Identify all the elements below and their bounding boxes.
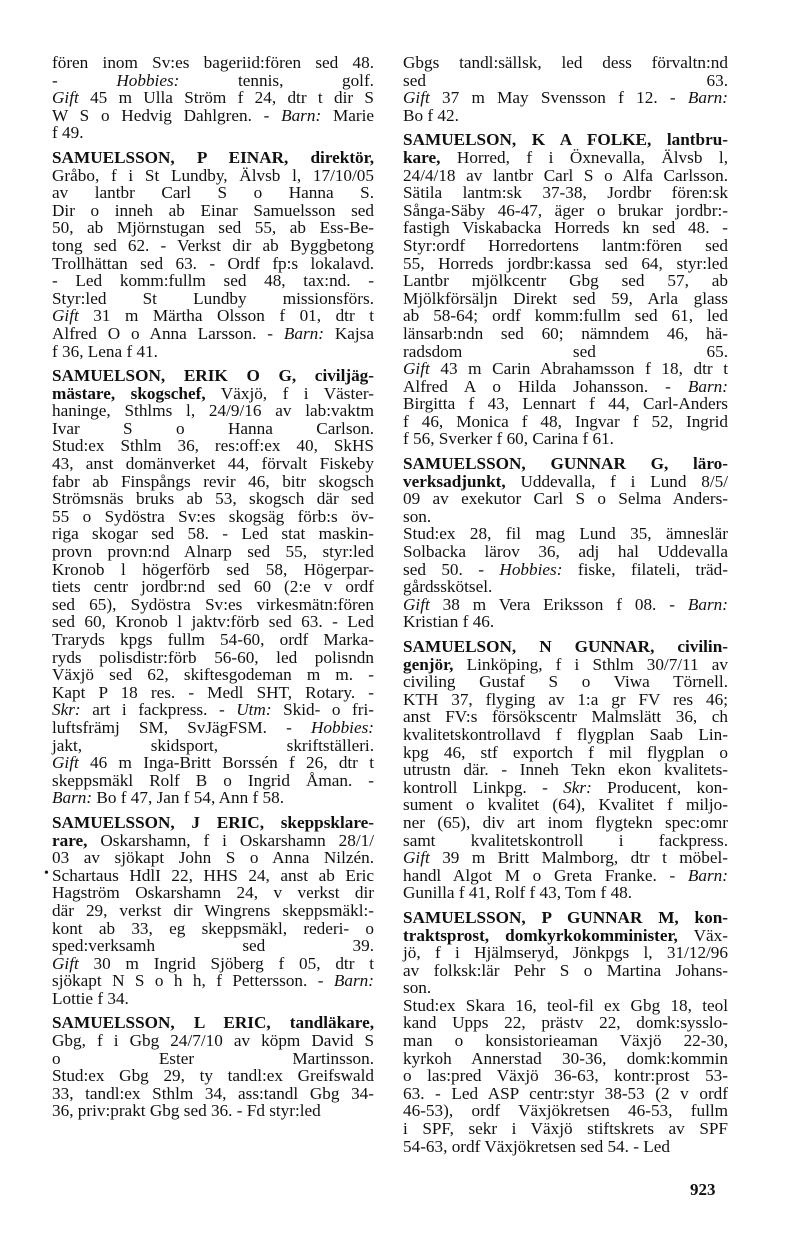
text-line: anst FV:s försökscentr Malmslätt 36, ch xyxy=(403,707,728,727)
text-line: Alfred O o Anna Larsson. - Barn: Kajsa xyxy=(52,323,374,343)
text-line: 46-53), ordf Växjökretsen 46-53, fullm xyxy=(403,1101,728,1121)
text-line: av lantbr Carl S o Hanna S. xyxy=(52,183,374,203)
text-line: o Ester Martinsson. xyxy=(52,1048,374,1068)
text-line: Växjö sed 62, skiftesgodeman m m. - xyxy=(52,665,374,685)
page-number: 923 xyxy=(690,1180,716,1199)
text-line: Styr:ordf Horredortens lantm:fören sed xyxy=(403,235,728,255)
text-line: Gift 43 m Carin Abrahamsson f 18, dtr t xyxy=(403,359,728,379)
text-line: Kronob l högerförb sed 58, Högerpar- xyxy=(52,559,374,579)
text-line: 03 av sjökapt John S o Anna Nilzén. xyxy=(52,848,374,868)
text-line: man o konsistorieaman Växjö 22-30, xyxy=(403,1031,728,1051)
text-line: SAMUELSSON, GUNNAR G, läro- xyxy=(403,454,728,474)
text-line: sped:verksamh sed 39. xyxy=(52,936,374,956)
text-line: handl Algot M o Greta Franke. - Barn: xyxy=(403,865,728,885)
text-line: ab 58-64; ordf komm:fullm sed 61, led xyxy=(403,306,728,326)
text-line: 55, Horreds jordbr:kassa sed 64, styr:led xyxy=(403,253,728,273)
biography-entry xyxy=(403,131,728,448)
text-line: 09 av exekutor Carl S o Selma Anders- xyxy=(403,489,728,509)
right-column xyxy=(403,54,728,1155)
text-line: kpg 46, stf exportch f mil flygplan o xyxy=(403,742,728,762)
text-line: Sätila lantm:sk 37-38, Jordbr fören:sk xyxy=(403,183,728,203)
text-line: länsarb:ndn sed 60; nämndem 46, hä- xyxy=(403,323,728,343)
text-line: SAMUELSSON, P EINAR, direktör, xyxy=(52,147,374,167)
text-line: Trollhättan sed 63. - Ordf fp:s lokalavd. xyxy=(52,253,374,273)
text-line: sed 50. - Hobbies: fiske, filateli, träd- xyxy=(403,559,729,579)
text-line: Dir o inneh ab Einar Samuelsson sed xyxy=(52,200,374,220)
text-line: tiets centr jordbr:nd sed 60 (2:e v ordf xyxy=(52,577,374,597)
text-line: sed 65), Sydöstra Sv:es virkesmätn:fören xyxy=(52,594,374,614)
text-line: kont ab 33, eg skeppsmäkl, rederi- o xyxy=(52,918,374,938)
text-line: SAMUELSSON, P GUNNAR M, kon- xyxy=(403,907,728,927)
text-line: där 29, verkst dir Wingrens skeppsmäkl:- xyxy=(52,900,374,920)
text-line: son. xyxy=(403,506,432,526)
text-line: Gift 46 m Inga-Britt Borssén f 26, dtr t xyxy=(52,753,374,773)
biography-entry xyxy=(52,54,374,142)
text-line: Stud:ex 28, fil mag Lund 35, ämneslär xyxy=(403,524,728,544)
text-line: SAMUELSON, N GUNNAR, civilin- xyxy=(403,637,728,656)
text-line: 33, tandl:ex Sthlm 34, ass:tandl Gbg 34- xyxy=(52,1083,374,1103)
text-line: Sånga-Säby 46-47, äger o brukar jordbr:- xyxy=(403,200,728,220)
biography-entry xyxy=(52,367,374,807)
text-line: SAMUELSON, ERIK O G, civiljäg- xyxy=(52,366,374,386)
text-line: W S o Hedvig Dahlgren. - Barn: Marie xyxy=(52,105,374,125)
text-line: 43, anst domänverket 44, förvalt Fiskeby xyxy=(52,454,374,474)
text-line: Kapt P 18 res. - Medl SHT, Rotary. - xyxy=(52,682,374,702)
text-line: verksadjunkt, Uddevalla, f i Lund 8/5/ xyxy=(403,471,728,491)
text-line: Kristian f 46. xyxy=(403,612,495,632)
text-line: jö, f i Hjälmseryd, Jönkpgs l, 31/12/96 xyxy=(403,943,728,963)
text-line: sed 63. xyxy=(403,70,728,90)
text-line: jakt, skidsport, skriftställeri. xyxy=(52,735,374,755)
biography-entry xyxy=(403,54,728,124)
biography-entry xyxy=(403,909,728,1155)
text-line: SAMUELSSON, L ERIC, tandläkare, xyxy=(52,1013,374,1033)
text-line: av folksk:lär Pehr S o Martina Johans- xyxy=(403,960,728,980)
text-line: Gråbo, f i St Lundby, Älvsb l, 17/10/05 xyxy=(52,165,374,185)
text-line: Gift 30 m Ingrid Sjöberg f 05, dtr t xyxy=(52,953,374,973)
text-line: 54-63, ordf Växjökretsen sed 54. - Led xyxy=(403,1136,670,1156)
biography-entry xyxy=(403,455,728,631)
text-line: provn provn:nd Alnarp sed 55, styr:led xyxy=(52,542,374,562)
text-line: rare, Oskarshamn, f i Oskarshamn 28/1/ xyxy=(52,830,374,850)
text-line: gårdsskötsel. xyxy=(403,577,493,597)
text-line: Gunilla f 41, Rolf f 43, Tom f 48. xyxy=(403,883,633,903)
text-line: Alfred A o Hilda Johansson. - Barn: xyxy=(403,376,728,396)
text-line: mästare, skogschef, Växjö, f i Väster- xyxy=(52,383,375,403)
text-line: civiling Gustaf S o Viwa Törnell. xyxy=(403,672,728,692)
text-line: skeppsmäkl Rolf B o Ingrid Åman. - xyxy=(52,770,374,790)
text-line: Hagström Oskarshamn 24, v verkst dir xyxy=(52,883,374,903)
text-line: radsdom sed 65. xyxy=(403,341,728,361)
text-line: tong sed 62. - Verkst dir ab Byggbetong xyxy=(52,235,374,255)
text-line: Solbacka lärov 36, adj hal Uddevalla xyxy=(403,542,728,562)
biography-entry xyxy=(403,638,728,902)
text-line: sjökapt N S o h h, f Pettersson. - Barn: xyxy=(52,971,374,991)
text-line: Stud:ex Skara 16, teol-fil ex Gbg 18, teol xyxy=(403,995,728,1015)
text-line: 55 o Sydöstra Sv:es skogsäg förb:s öv- xyxy=(52,506,374,526)
text-line: Traryds kpgs fullm 54-60, ordf Marka- xyxy=(52,630,374,649)
text-line: son. xyxy=(403,978,432,998)
text-line: Lottie f 34. xyxy=(52,988,129,1008)
text-line: f 49. xyxy=(52,123,84,143)
text-line: KTH 37, flyging av 1:a gr FV res 46; xyxy=(403,689,728,709)
text-line: Gbg, f i Gbg 24/7/10 av köpm David S xyxy=(52,1031,374,1051)
text-line: Bo f 42. xyxy=(403,105,459,125)
text-line: Gift 37 m May Svensson f 12. - Barn: xyxy=(403,88,728,108)
text-line: riga skogar sed 58. - Led stat maskin- xyxy=(52,524,374,544)
text-line: fören inom Sv:es bageriid:fören sed 48. xyxy=(52,53,374,72)
text-line: fabr ab Finspångs revir 46, bitr skogsch xyxy=(52,471,374,491)
text-line: kyrkoh Annerstad 30-36, domk:kommin xyxy=(403,1048,728,1068)
text-line: sed 60, Kronob l jaktv:förb sed 63. - Led xyxy=(52,612,374,632)
text-line: Skr: art i fackpress. - Utm: Skid- o fri- xyxy=(52,700,374,720)
biography-entry xyxy=(52,149,374,360)
biography-entry xyxy=(52,1014,374,1120)
text-line: Barn: Bo f 47, Jan f 54, Ann f 58. xyxy=(52,788,285,808)
text-line: samt kvalitetskontroll i fackpress. xyxy=(403,830,728,850)
text-line: f 56, Sverker f 60, Carina f 61. xyxy=(403,429,614,449)
text-line: Schartaus HdlI 22, HHS 24, anst ab Eric xyxy=(52,865,374,885)
text-line: Stud:ex Gbg 29, ty tandl:ex Greifswald xyxy=(52,1066,374,1086)
text-line: - Led komm:fullm sed 48, tax:nd. - xyxy=(52,271,374,291)
text-line: ryds polisdistr:förb 56-60, led polisndn xyxy=(52,647,374,667)
text-line: 24/4/18 av lantbr Carl S o Alfa Carlsson. xyxy=(403,165,728,185)
text-line: Styr:led St Lundby missionsförs. xyxy=(52,288,374,308)
text-line: SAMUELSON, K A FOLKE, lantbru- xyxy=(403,130,728,150)
text-line: utrustn där. - Inneh Tekn ekon kvalitets- xyxy=(403,760,728,780)
text-line: Gbgs tandl:sällsk, led dess förvaltn:nd xyxy=(403,53,728,72)
text-line: - Hobbies: tennis, golf. xyxy=(52,70,374,90)
text-line: Mjölkförsäljn Direkt sed 59, Arla glass xyxy=(403,288,728,308)
text-line: Gift 39 m Britt Malmborg, dtr t möbel- xyxy=(403,848,728,868)
text-line: Gift 45 m Ulla Ström f 24, dtr t dir S xyxy=(52,88,374,108)
text-line: ner (65), div art inom flygtekn spec:omr xyxy=(403,812,728,832)
text-line: genjör, Linköping, f i Sthlm 30/7/11 av xyxy=(403,654,728,674)
text-line: Birgitta f 43, Lennart f 44, Carl-Anders xyxy=(403,394,728,414)
text-line: 50, ab Mjörnstugan sed 55, ab Ess-Be- xyxy=(52,218,374,238)
text-line: o las:pred Växjö 36-63, kontr:prost 53- xyxy=(403,1066,728,1086)
text-line: kare, Horred, f i Öxnevalla, Älvsb l, xyxy=(403,147,728,167)
text-line: Gift 38 m Vera Eriksson f 08. - Barn: xyxy=(403,594,728,614)
text-line: 63. - Led ASP centr:styr 38-53 (2 v ordf xyxy=(403,1083,728,1103)
text-line: Gift 31 m Märtha Olsson f 01, dtr t xyxy=(52,306,374,326)
text-line: sument o kvalitet (64), Kvalitet f miljo- xyxy=(403,795,728,815)
text-line: haninge, Sthlms l, 24/9/16 av lab:vaktm xyxy=(52,401,374,421)
text-line: Lantbr mjölkcentr Gbg sed 57, ab xyxy=(403,271,728,291)
text-line: fastigh Viskabacka Horreds kn sed 48. - xyxy=(403,218,728,238)
text-line: 36, priv:prakt Gbg sed 36. - Fd styr:led xyxy=(52,1101,321,1121)
biography-entry xyxy=(52,814,374,1008)
text-line: Stud:ex Sthlm 36, res:off:ex 40, SkHS xyxy=(52,436,374,456)
text-line: f 36, Lena f 41. xyxy=(52,341,158,361)
text-line: kand Upps 22, prästv 22, domk:sysslo- xyxy=(403,1013,728,1033)
text-line: Ivar S o Hanna Carlson. xyxy=(52,418,374,438)
margin-mark: • xyxy=(44,866,49,881)
text-line: kvalitetskontrollavd f flygplan Saab Lin- xyxy=(403,724,728,744)
text-line: f 46, Monica f 48, Ingvar f 52, Ingrid xyxy=(403,411,728,431)
left-column xyxy=(52,54,374,1120)
text-line: luftsfrämj SM, SvJägFSM. - Hobbies: xyxy=(52,717,374,737)
text-line: traktsprost, domkyrkokomminister, Väx- xyxy=(403,925,728,945)
text-line: Strömsnäs bruks ab 53, skogsch där sed xyxy=(52,489,374,509)
text-line: kontroll Linkpg. - Skr: Producent, kon- xyxy=(403,777,728,797)
text-line: SAMUELSSON, J ERIC, skeppsklare- xyxy=(52,812,374,832)
text-line: i SPF, sekr i Växjö stiftskrets av SPF xyxy=(403,1119,728,1139)
